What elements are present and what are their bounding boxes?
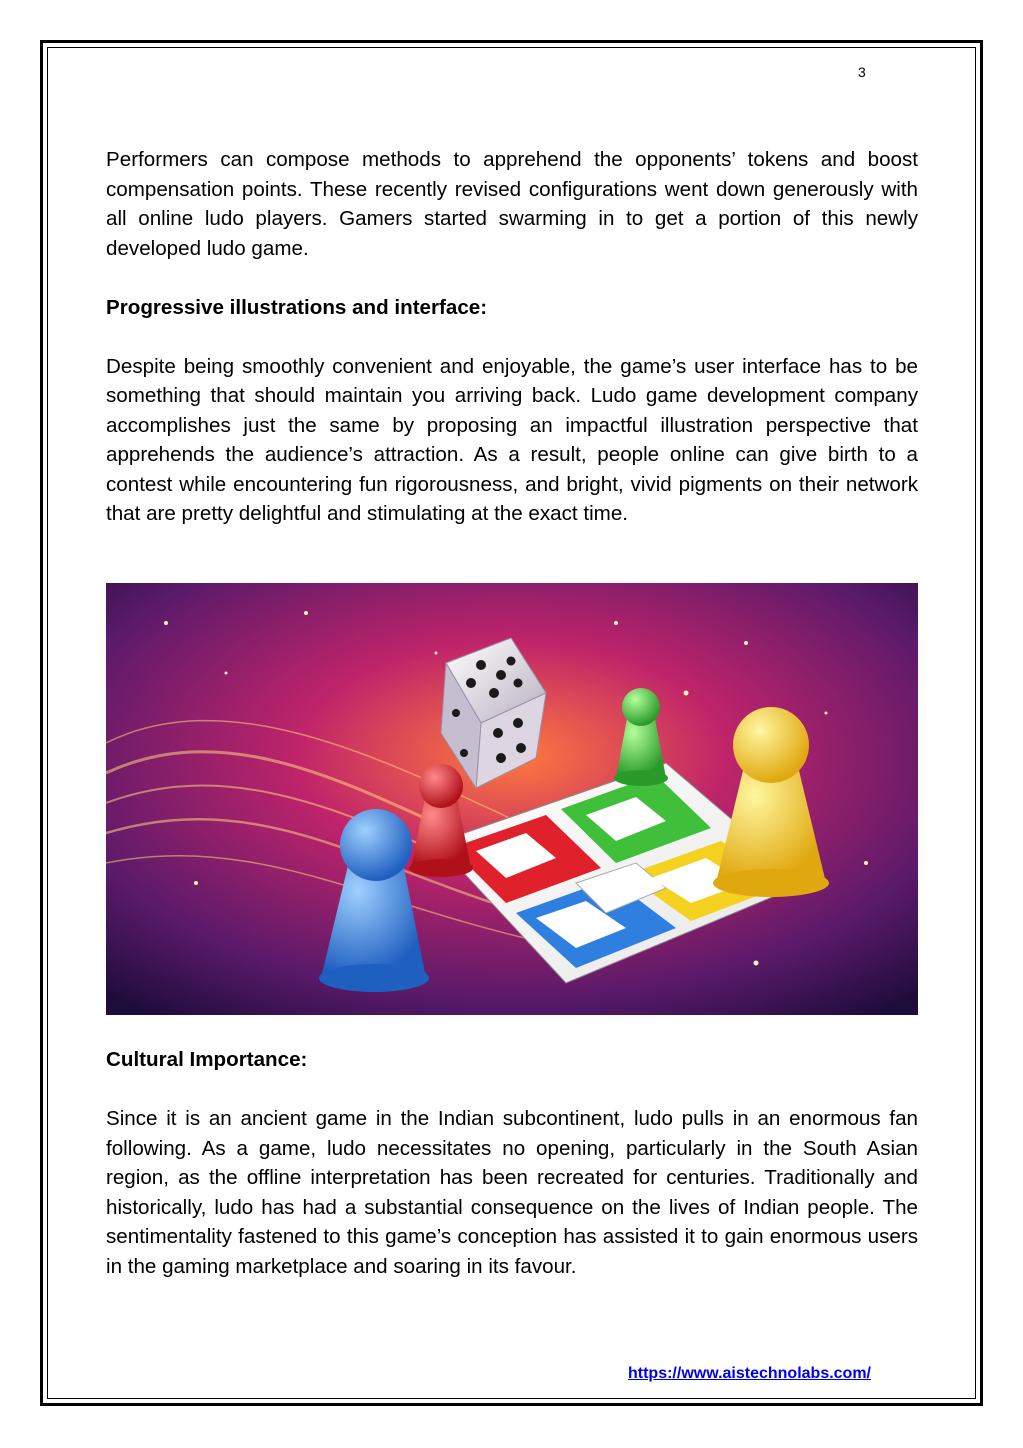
section-heading-cultural: Cultural Importance: [106, 1048, 308, 1071]
ludo-illustration [106, 583, 918, 1015]
section-heading-illustrations: Progressive illustrations and interface: [106, 295, 488, 319]
content-top [106, 145, 918, 529]
footer-website-link[interactable]: https://www.aistechnolabs.com/ [628, 1365, 871, 1382]
content-bottom [106, 1045, 918, 1281]
section-paragraph-illustrations: Despite being smoothly convenient and enjoyable, the game’s user interface has to be something that should maintain you arriving back. Ludo game development company accomplishes just the same by proposing an impactful illustration perspective that apprehends the audience’s attraction. As a result, people online can give birth to a contest while encountering fun rigorousness, and bright, vivid pigments on their network that are pretty delightful and stimulating at the exact time. [106, 354, 918, 525]
page-number: 3 [858, 64, 866, 80]
intro-paragraph: Performers can compose methods to apprehend the opponents’ tokens and boost compensation points. These recently revised configurations went down generously with all online ludo players. Gamers started swarming in to get a portion of this newly developed ludo game. [106, 148, 918, 260]
ludo-illustration-svg [106, 583, 918, 1015]
section-paragraph-cultural: Since it is an ancient game in the Indian subcontinent, ludo pulls in an enormous fan following. As a game, ludo necessitates no opening, particularly in the South Asian region, as the offline interpretation has been recreated for centuries. Traditionally and historically, ludo has had a substantial consequence on the lives of Indian people. The sentimentality fastened to this game’s conception has assisted it to gain enormous users in the gaming marketplace and soaring in its favour. [106, 1107, 918, 1278]
